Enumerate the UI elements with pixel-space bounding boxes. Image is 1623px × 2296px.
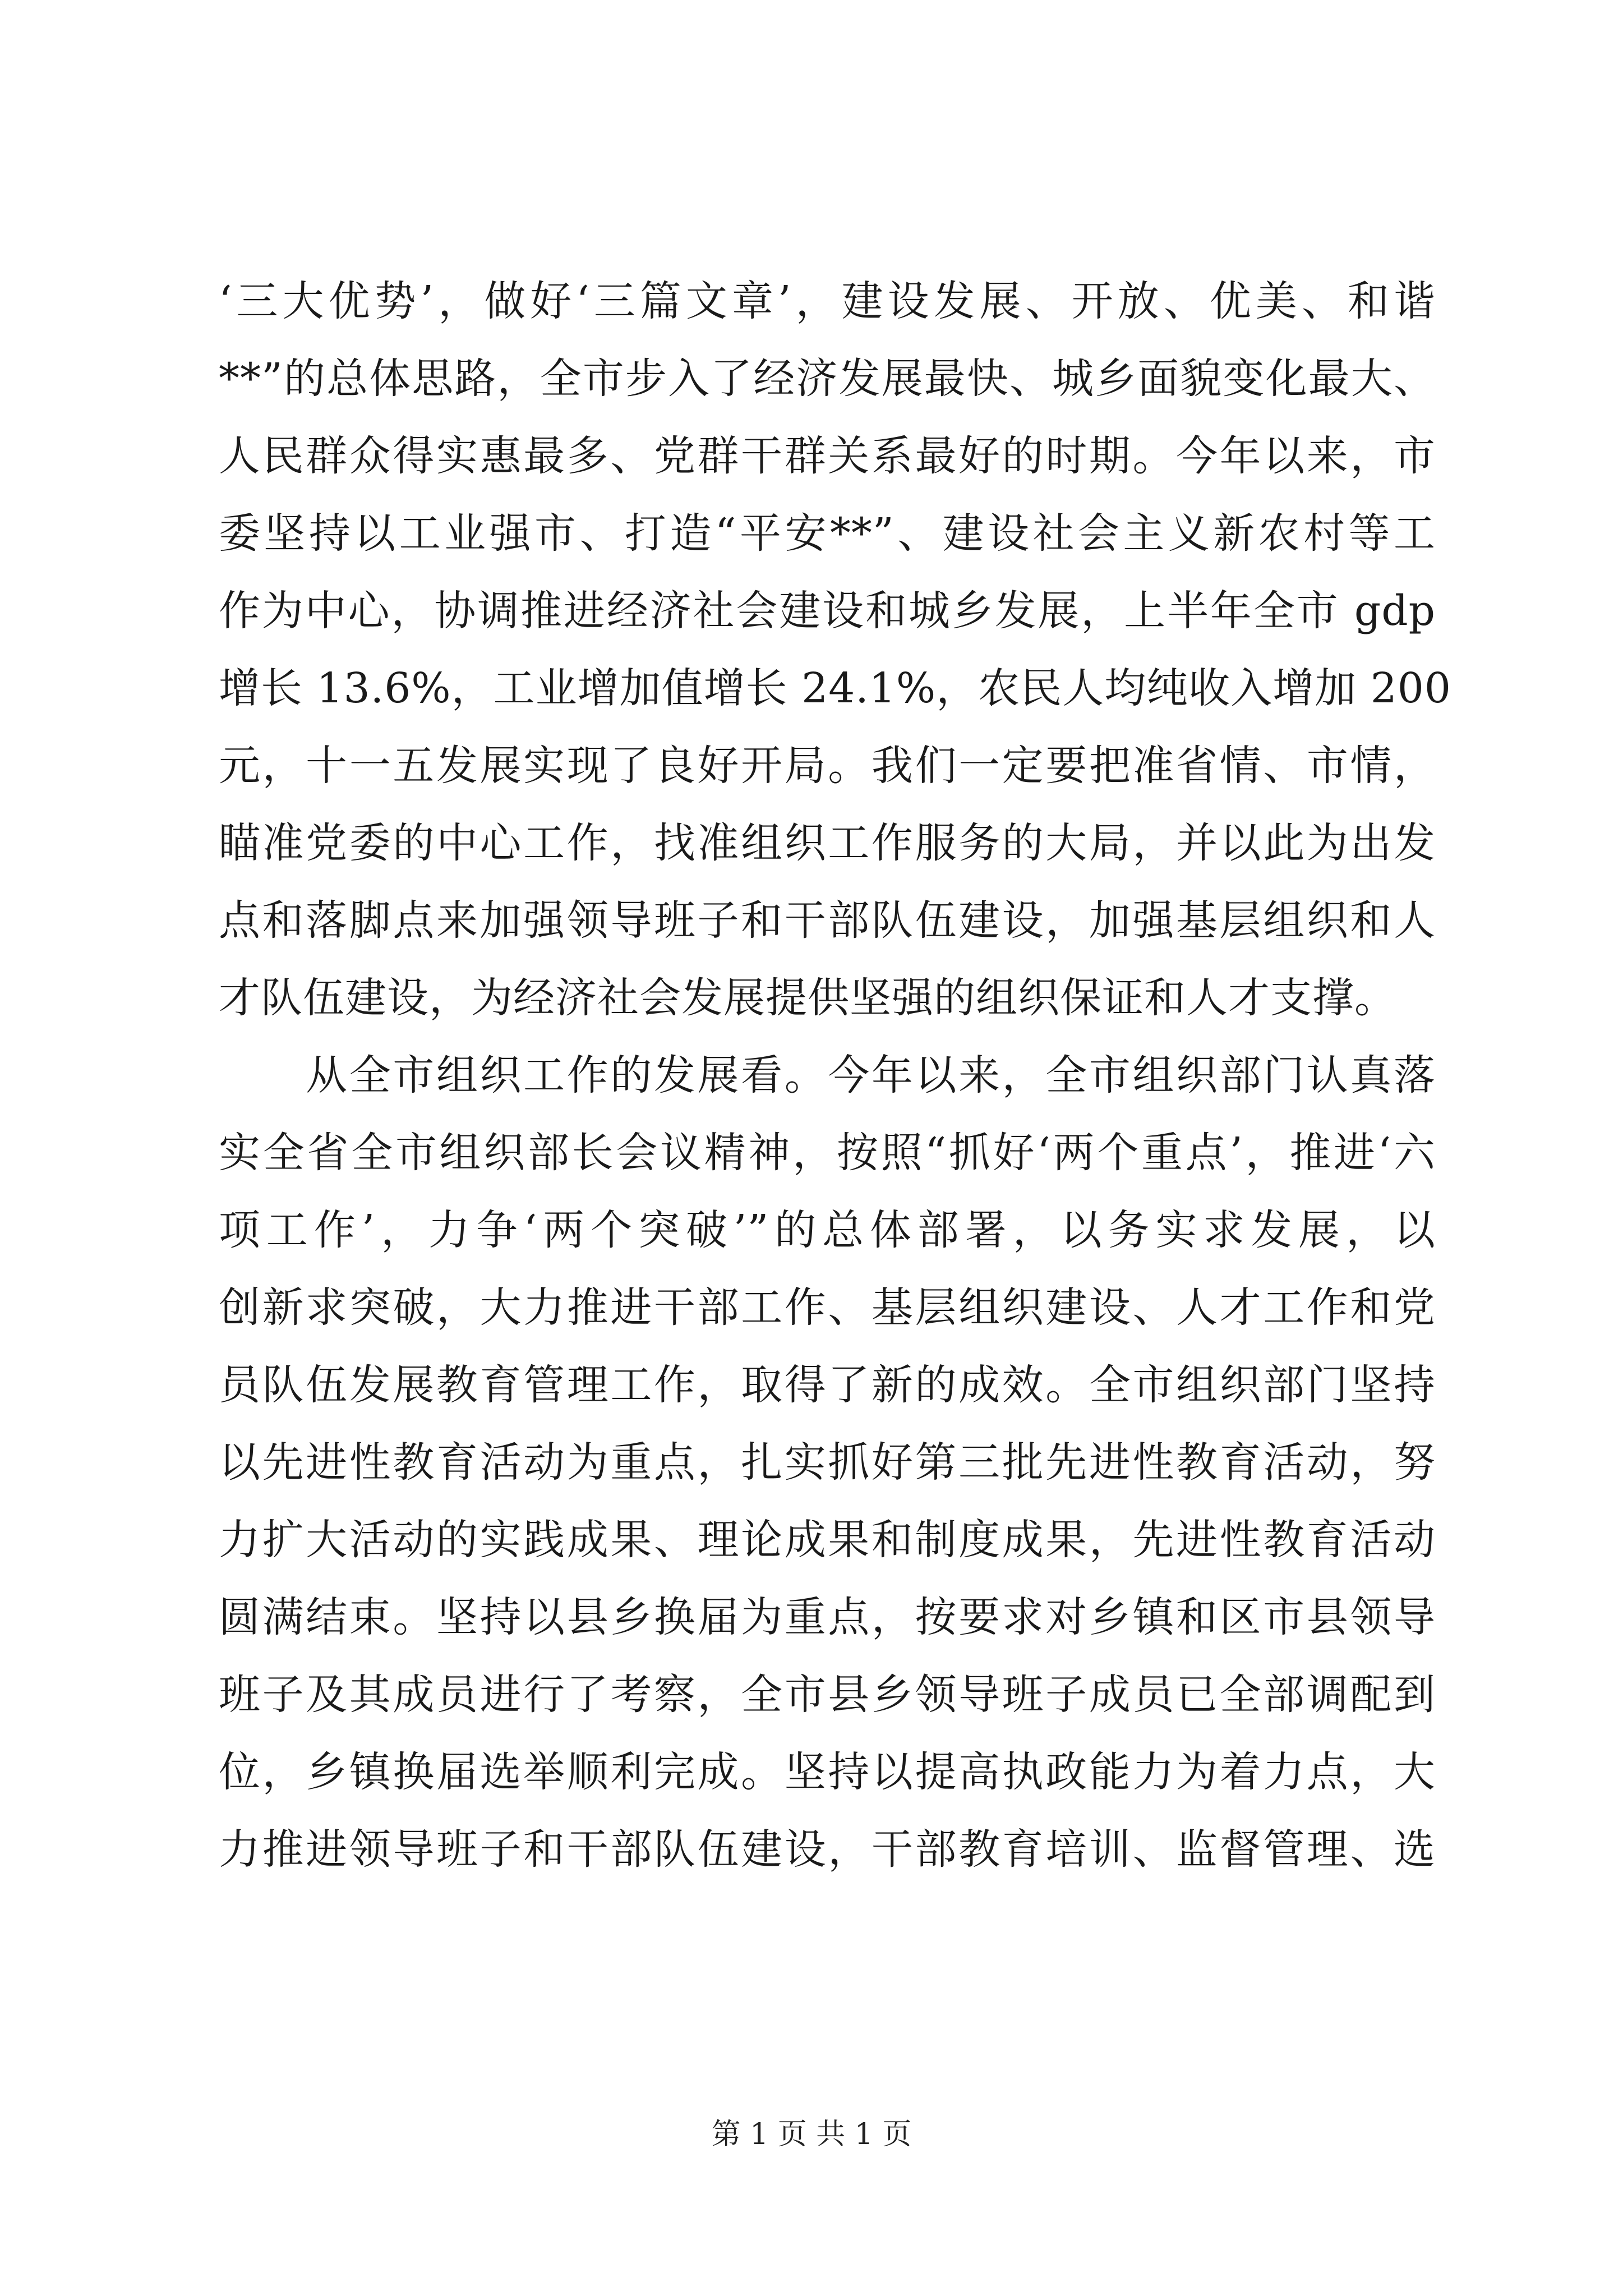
text-line: 从全市组织工作的发展看。今年以来，全市组织部门认真落 bbox=[219, 1051, 1436, 1099]
text-line: 圆满结束。坚持以县乡换届为重点，按要求对乡镇和区市县领导 bbox=[219, 1593, 1436, 1641]
text-line: 项工作’，力争‘两个突破’”的总体部署，以务实求发展，以 bbox=[219, 1206, 1436, 1254]
text-line: 作为中心，协调推进经济社会建设和城乡发展，上半年全市 gdp bbox=[219, 587, 1436, 635]
text-line: 增长 13.6%，工业增加值增长 24.1%，农民人均纯收入增加 200 bbox=[219, 664, 1451, 712]
text-line: 人民群众得实惠最多、党群干群关系最好的时期。今年以来，市 bbox=[219, 432, 1436, 480]
text-line: 力扩大活动的实践成果、理论成果和制度成果，先进性教育活动 bbox=[219, 1516, 1436, 1564]
text-line: 员队伍发展教育管理工作，取得了新的成效。全市组织部门坚持 bbox=[219, 1361, 1436, 1409]
text-line: 力推进领导班子和干部队伍建设，干部教育培训、监督管理、选 bbox=[219, 1825, 1436, 1874]
body-text bbox=[219, 263, 1451, 1888]
text-line: 以先进性教育活动为重点，扎实抓好第三批先进性教育活动，努 bbox=[219, 1438, 1436, 1487]
text-line: **”的总体思路，全市步入了经济发展最快、城乡面貌变化最大、 bbox=[219, 355, 1436, 403]
page-number: 第 1 页 共 1 页 bbox=[711, 2118, 912, 2151]
text-line: 才队伍建设，为经济社会发展提供坚强的组织保证和人才支撑。 bbox=[219, 974, 1396, 1022]
text-line: 瞄准党委的中心工作，找准组织工作服务的大局，并以此为出发 bbox=[219, 819, 1436, 867]
text-line: 创新求突破，大力推进干部工作、基层组织建设、人才工作和党 bbox=[219, 1283, 1436, 1332]
text-line: ‘三大优势’，做好‘三篇文章’，建设发展、开放、优美、和谐 bbox=[219, 277, 1436, 325]
text-line: 班子及其成员进行了考察，全市县乡领导班子成员已全部调配到 bbox=[219, 1671, 1436, 1719]
text-line: 实全省全市组织部长会议精神，按照“抓好‘两个重点’，推进‘六 bbox=[219, 1129, 1436, 1177]
text-line: 委坚持以工业强市、打造“平安**”、建设社会主义新农村等工 bbox=[219, 509, 1436, 558]
text-line: 元，十一五发展实现了良好开局。我们一定要把准省情、市情， bbox=[219, 742, 1436, 790]
text-line: 点和落脚点来加强领导班子和干部队伍建设，加强基层组织和人 bbox=[219, 896, 1436, 945]
page-footer bbox=[0, 2115, 1623, 2154]
text-line: 位，乡镇换届选举顺利完成。坚持以提高执政能力为着力点，大 bbox=[219, 1748, 1436, 1796]
